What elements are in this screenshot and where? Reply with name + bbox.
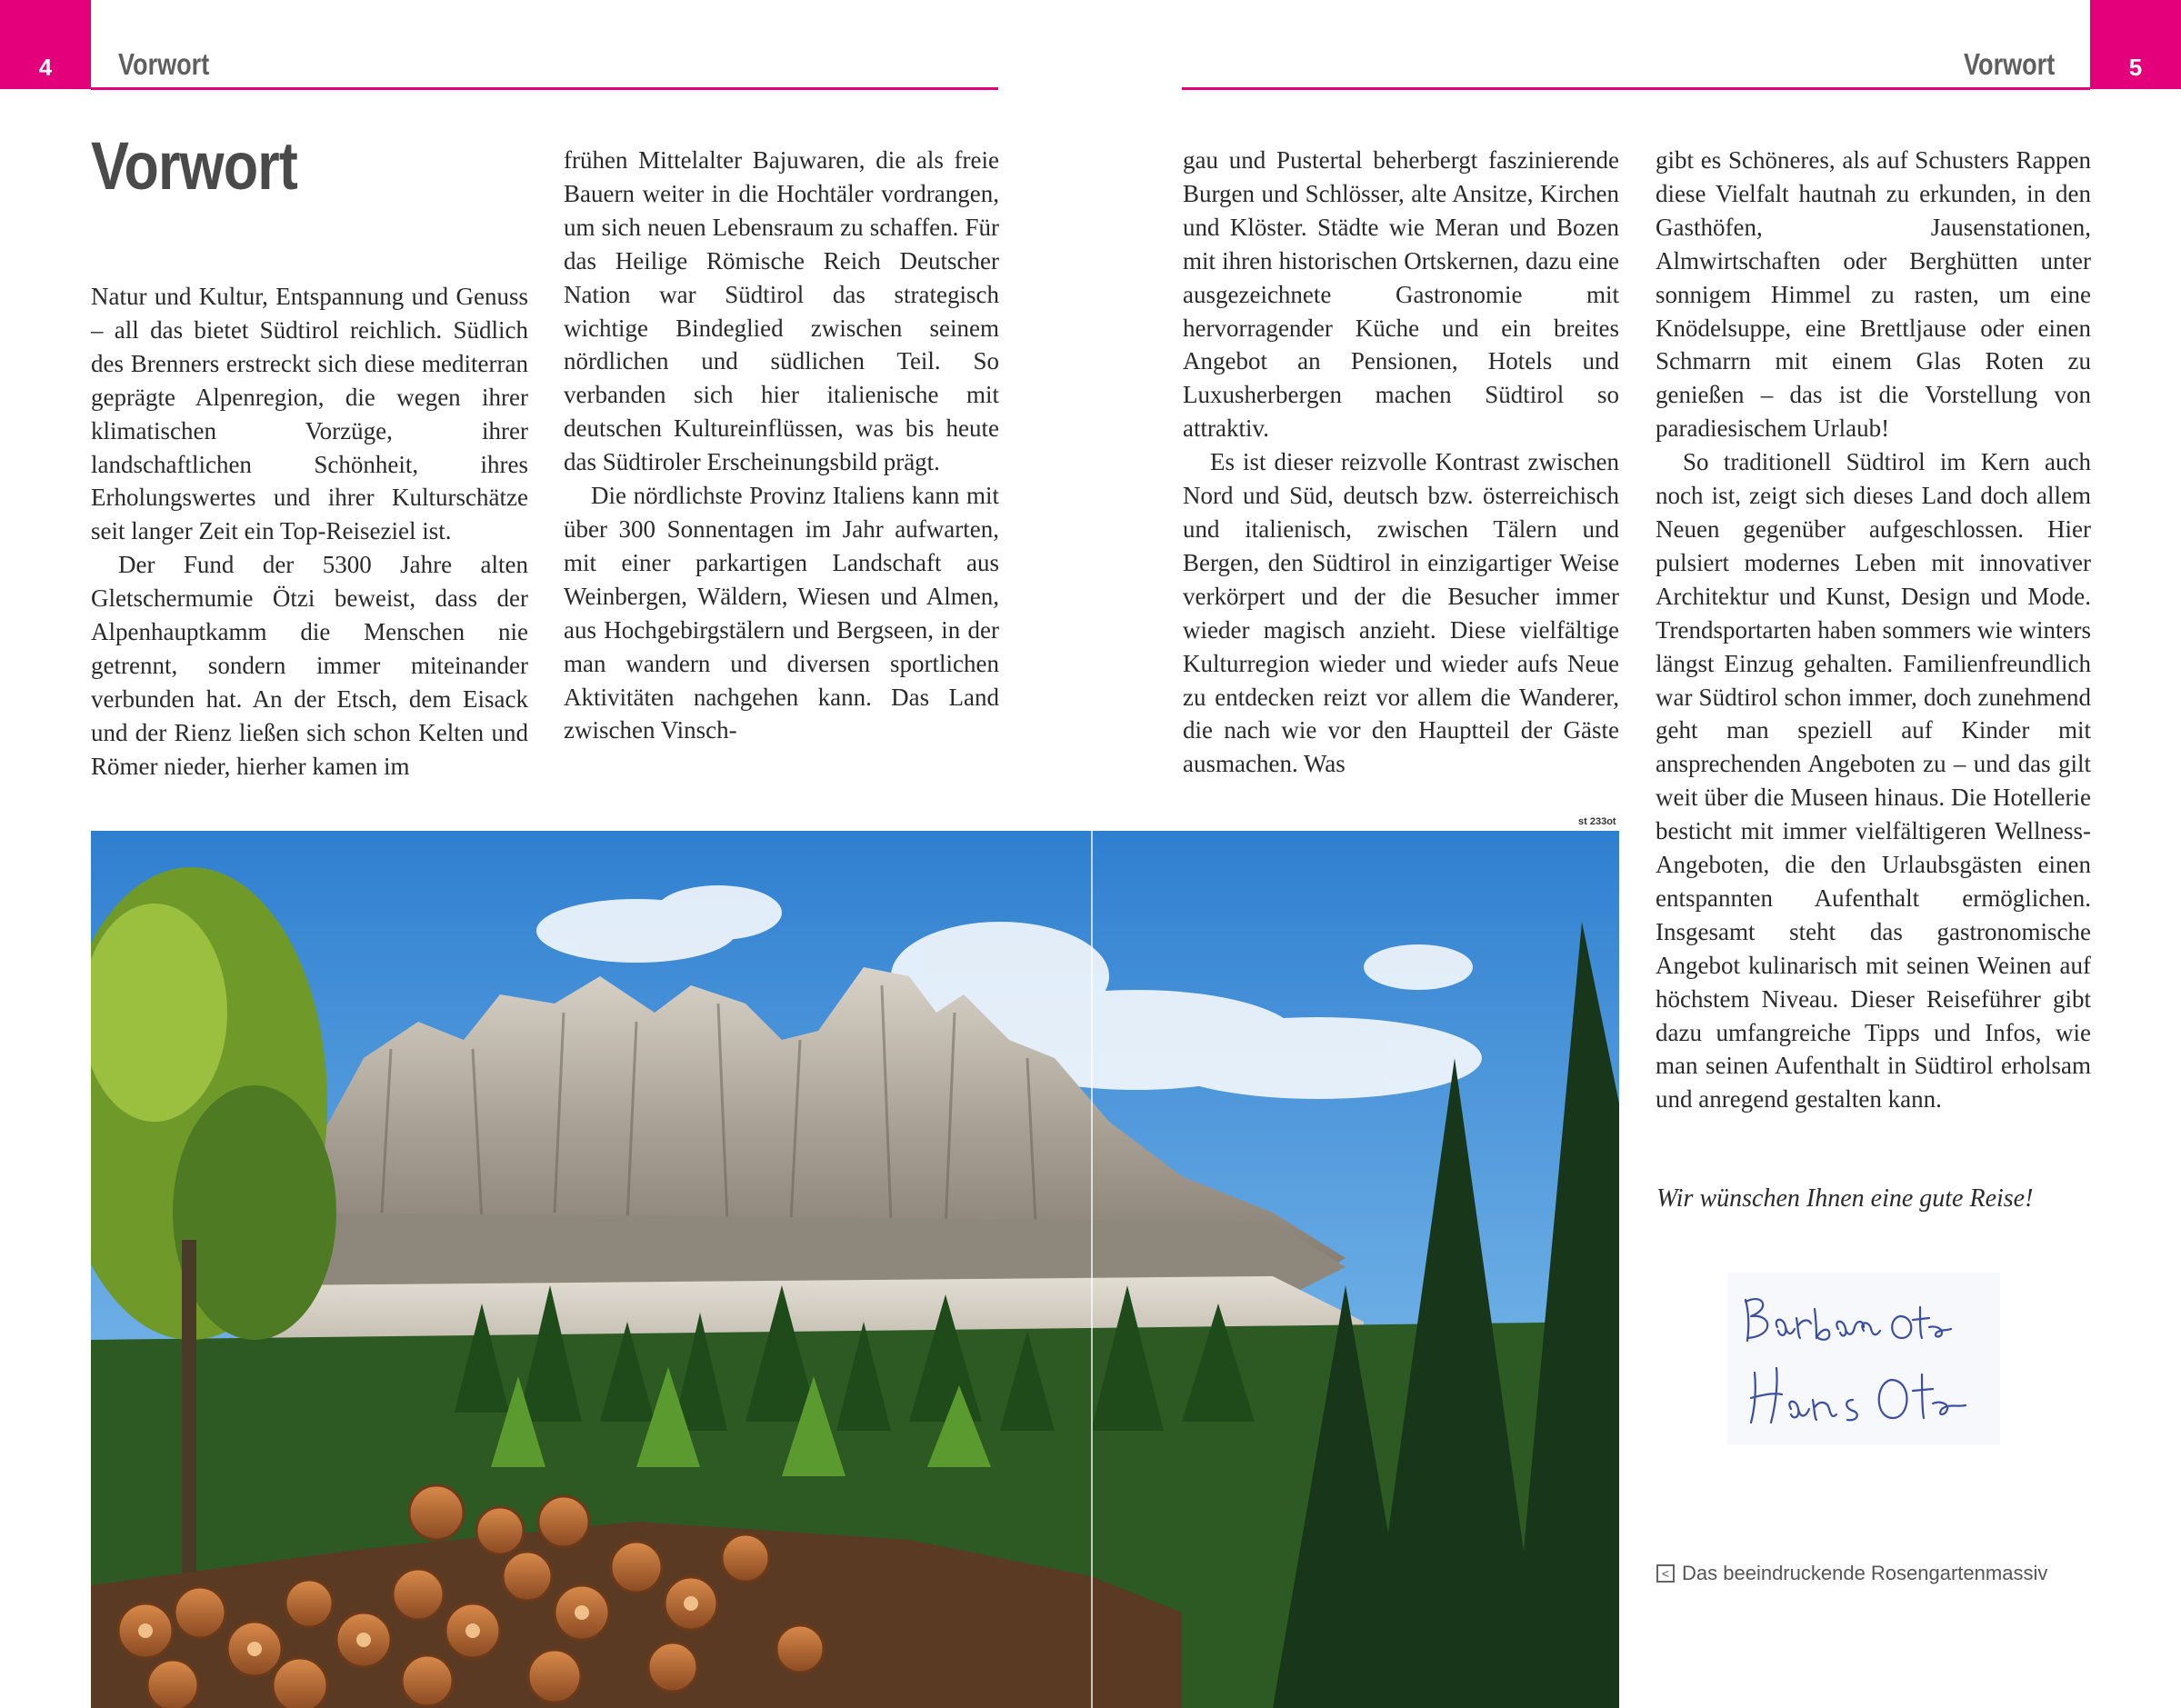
running-head-right: Vorwort (1964, 47, 2056, 81)
running-head-left: Vorwort (118, 47, 210, 81)
rosengarten-photo (91, 831, 1619, 1708)
paragraph-oetzi-cont: frühen Mittelalter Bajuwaren, die als freie Bauern weiter in die Hochtäler vordrangen, um sich neuen Lebensraum zu schaffen. Für das Heilige Römische Reich Deutscher Nation war Südtirol das strategisch wichtige Bindeglied zwischen seinem nördlichen und südlichen Teil. So verbanden sich hier italienische mit deutschen Kultureinflüssen, was bis heute das Südtiroler Erscheinungsbild prägt. (564, 146, 999, 476)
chapter-title: Vorwort (91, 128, 298, 204)
photo-caption (1656, 1562, 2047, 1585)
page-number-right: 5 (2128, 54, 2143, 81)
text-column-3 (1183, 144, 1619, 781)
page-number-tab-right (2090, 0, 2181, 89)
arrow-left-box-icon: < (1656, 1564, 1675, 1583)
photo-credit: st 233ot (1578, 816, 1616, 827)
header-rule-left (91, 87, 998, 90)
author-signature (1727, 1273, 2000, 1445)
caption-text: Das beeindruckende Rosengartenmassiv (1682, 1562, 2048, 1584)
page-number-left: 4 (38, 54, 53, 81)
paragraph-oetzi-start: Der Fund der 5300 Jahre alten Gletschermumie Ötzi beweist, dass der Alpenhauptkamm die Menschen nie getrennt, sondern immer miteinander verbunden hat. An der Etsch, dem Eisack und der Rienz ließen sich schon Kelten und Römer nieder, hierher kamen im (91, 551, 528, 780)
paragraph-modern: So traditionell Südtirol im Kern auch noch ist, zeigt sich dieses Land doch allem Neuen gegenüber aufgeschlossen. Hier pulsiert modernes Leben mit innovativer Architektur und Kunst, Design und Mode. Trendsportarten haben sommers wie winters längst Einzug gehalten. Familienfreundlich war Südtirol schon immer, doch zunehmend geht man speziell auf Kinder mit ansprechenden Angeboten zu – und das gilt weit über die Museen hinaus. Die Hotellerie besticht mit immer vielfältigeren Wellness-Angeboten, die den Urlaubsgästen einen entspannten Aufenthalt ermöglichen. Insgesamt steht das gastronomische Angebot kulinarisch mit seinen Weinen auf höchstem Niveau. Dieser Reiseführer gibt dazu umfangreiche Tipps und Infos, wie man seinen Aufenthalt in Südtirol erholsam und anregend gestalten kann. (1656, 448, 2091, 1114)
paragraph-intro: Natur und Kultur, Entspannung und Genuss – all das bietet Südtirol reichlich. Südlich des Brenners erstreckt sich diese mediterran geprägte Alpenregion, die wegen ihrer klimatischen Vorzüge, ihrer landschaftlichen Schönheit, ihres Erholungswertes und ihrer Kulturschätze seit langer Zeit ein Top-Reiseziel ist. (91, 283, 528, 545)
paragraph-province-cont: gau und Pustertal beherbergt faszinierende Burgen und Schlösser, alte Ansitze, Kirchen und Klöster. Städte wie Meran und Bozen mit ihren historischen Ortskernen, dazu eine ausgezeichnete Gastronomie mit hervorragender Küche und ein breites Angebot an Pensionen, Hotels und Luxusherbergen machen Südtirol so attraktiv. (1183, 146, 1619, 443)
paragraph-contrast-start: Es ist dieser reizvolle Kontrast zwischen Nord und Süd, deutsch bzw. österreichisch und italienisch, zwischen Tälern und Bergen, den Südtirol in einzigartiger Weise verkörpert und der die Besucher immer wieder magisch anzieht. Diese vielfältige Kulturregion wieder und wieder aufs Neue zu entdecken reizt vor allem die Wanderer, die nach wie vor den Hauptteil der Gäste ausmachen. Was (1183, 448, 1619, 778)
text-column-1 (91, 280, 528, 784)
text-column-2 (564, 144, 999, 747)
paragraph-contrast-cont: gibt es Schöneres, als auf Schusters Rappen diese Vielfalt hautnah zu erkunden, in den Gasthöfen, Jausenstationen, Almwirtschaften oder Berghütten unter sonnigem Himmel zu rasten, um eine Knödelsuppe, eine Brettljause oder einen Schmarrn mit einem Glas Roten zu genießen – das ist die Vorstellung von paradiesischem Urlaub! (1656, 146, 2091, 443)
header-rule-right (1182, 87, 2090, 90)
page-number-tab-left (0, 0, 91, 89)
paragraph-province-start: Die nördlichste Provinz Italiens kann mit über 300 Sonnentagen im Jahr aufwarten, mit einer parkartigen Landschaft aus Weinbergen, Wäldern, Wiesen und Almen, aus Hochgebirgstälern und Bergseen, in der man wandern und diversen sportlichen Aktivitäten nachgehen kann. Das Land zwischen Vinsch- (564, 482, 999, 744)
closing-wish: Wir wünschen Ihnen eine gute Reise! (1656, 1184, 2034, 1213)
text-column-4 (1656, 144, 2091, 1116)
